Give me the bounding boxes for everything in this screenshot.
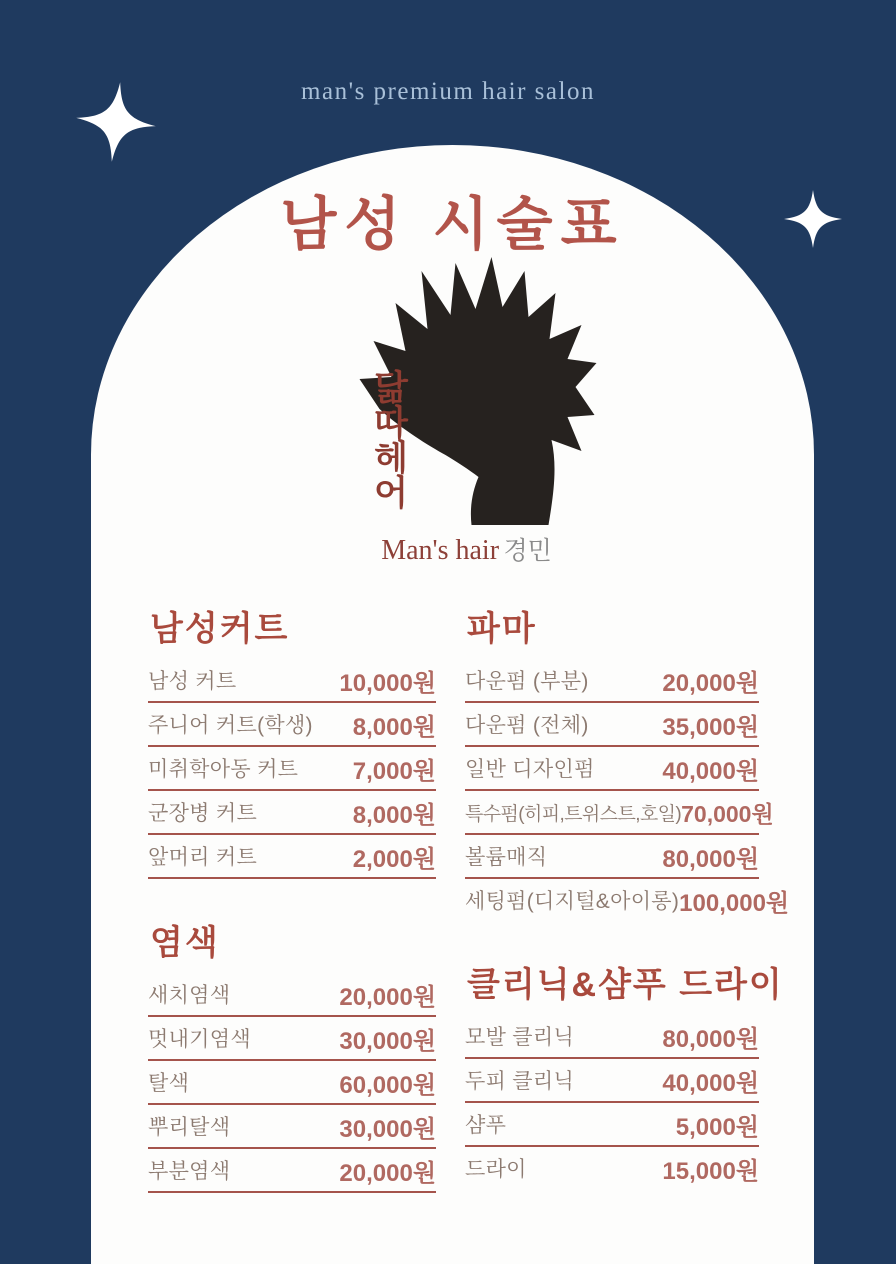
item-price: 20,000원: [339, 983, 436, 1011]
item-price: 40,000원: [662, 757, 759, 785]
item-price: 70,000원: [681, 800, 774, 827]
section-dye: [148, 921, 436, 1193]
item-name: 다운펌 (전체): [465, 714, 589, 737]
item-price: 60,000원: [339, 1071, 436, 1099]
menu-item-row: [465, 835, 759, 879]
section-clinic-shampoo-dry: [465, 963, 784, 1189]
item-name: 다운펌 (부분): [465, 670, 589, 693]
menu-arch-panel: [91, 145, 814, 1264]
item-price: 2,000원: [352, 845, 436, 873]
item-price: 8,000원: [352, 713, 436, 741]
item-price: 40,000원: [662, 1069, 759, 1097]
item-name: 볼륨매직: [465, 846, 548, 869]
menu-item-row: [148, 1017, 436, 1061]
item-name: 모발 클리닉: [465, 1026, 575, 1049]
menu-item-row: [148, 973, 436, 1017]
item-price: 10,000원: [339, 669, 436, 697]
sparkle-icon: [71, 72, 160, 172]
item-name: 뿌리탈색: [148, 1116, 231, 1139]
menu-item-row: [465, 1147, 759, 1189]
item-price: 15,000원: [662, 1157, 759, 1185]
item-name: 멋내기염색: [148, 1028, 251, 1051]
menu-item-row: [465, 791, 774, 835]
item-name: 주니어 커트(학생): [148, 714, 313, 737]
menu-item-row: [148, 659, 436, 703]
salon-caption-english: Man's hair: [381, 535, 500, 566]
menu-column-right: [465, 607, 790, 1189]
item-name: 샴푸: [465, 1114, 507, 1137]
item-name: 앞머리 커트: [148, 846, 258, 869]
item-name: 남성 커트: [148, 670, 237, 693]
menu-item-row: [148, 791, 436, 835]
item-name: 새치염색: [148, 984, 231, 1007]
menu-item-row: [465, 879, 790, 921]
item-name: 부분염색: [148, 1160, 231, 1183]
item-price: 100,000원: [679, 889, 790, 917]
item-name: 세팅펌(디지털&아이롱): [465, 890, 680, 913]
menu-item-row: [465, 1015, 759, 1059]
menu-item-row: [148, 747, 436, 791]
menu-item-row: [465, 747, 759, 791]
item-name: 일반 디자인펌: [465, 758, 595, 781]
menu-title: 남성 시술표: [280, 192, 625, 257]
salon-tagline: man's premium hair salon: [301, 78, 595, 105]
section-title: 염색: [150, 924, 220, 962]
menu-item-row: [148, 1105, 436, 1149]
menu-item-row: [465, 1059, 759, 1103]
item-price: 35,000원: [662, 713, 759, 741]
section-perm: [465, 607, 790, 921]
item-price: 8,000원: [352, 801, 436, 829]
item-name: 미취학아동 커트: [148, 758, 299, 781]
menu-item-row: [465, 659, 759, 703]
menu-column-left: [148, 607, 436, 1193]
salon-caption-korean: 경민: [503, 537, 552, 565]
menu-item-row: [465, 703, 759, 747]
item-price: 30,000원: [339, 1115, 436, 1143]
item-price: 20,000원: [339, 1159, 436, 1187]
menu-item-row: [465, 1103, 759, 1147]
item-name: 탈색: [148, 1072, 190, 1095]
salon-name-vertical: 닮따헤어: [374, 369, 408, 513]
item-price: 20,000원: [662, 669, 759, 697]
salon-caption: [339, 531, 594, 567]
menu-item-row: [148, 703, 436, 747]
item-name: 특수펌(히피,트위스트,호일): [465, 803, 682, 825]
item-price: 30,000원: [339, 1027, 436, 1055]
item-price: 7,000원: [352, 757, 436, 785]
menu-item-row: [148, 1149, 436, 1193]
item-price: 5,000원: [675, 1113, 759, 1141]
item-name: 두피 클리닉: [465, 1070, 575, 1093]
section-title: 남성커트: [150, 610, 290, 648]
item-name: 군장병 커트: [148, 802, 258, 825]
item-price: 80,000원: [662, 845, 759, 873]
section-title: 클리닉&샴푸 드라이: [467, 966, 784, 1004]
menu-item-row: [148, 835, 436, 879]
section-mens-cut: [148, 607, 436, 879]
item-name: 드라이: [465, 1158, 527, 1181]
item-price: 80,000원: [662, 1025, 759, 1053]
section-title: 파마: [467, 610, 537, 648]
menu-item-row: [148, 1061, 436, 1105]
